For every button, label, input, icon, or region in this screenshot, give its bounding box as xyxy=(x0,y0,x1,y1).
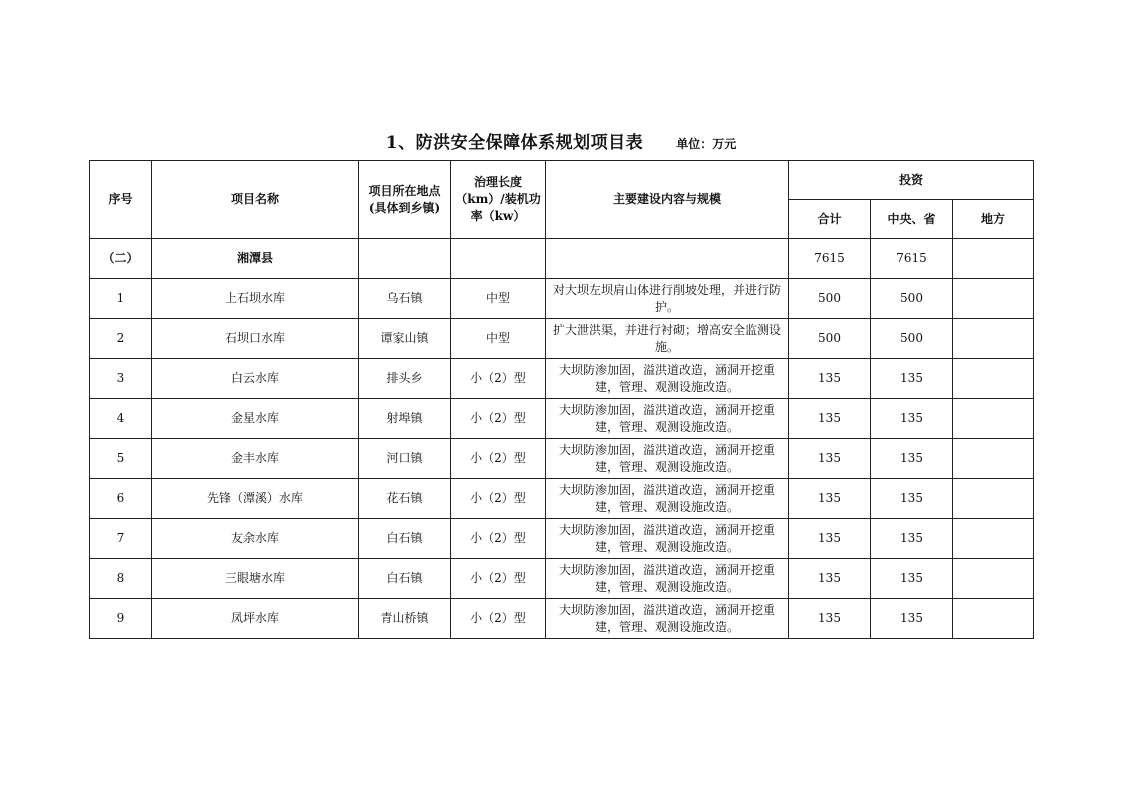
cell-total: 135 xyxy=(789,519,871,559)
table-row xyxy=(90,279,1034,319)
cell-location: 乌石镇 xyxy=(359,279,451,319)
cell-central: 135 xyxy=(871,519,953,559)
group-central: 7615 xyxy=(871,239,953,279)
cell-content: 大坝防渗加固，溢洪道改造，涵洞开挖重建，管理、观测设施改造。 xyxy=(546,479,789,519)
cell-seq: 3 xyxy=(90,359,152,399)
cell-seq: 6 xyxy=(90,479,152,519)
cell-central: 135 xyxy=(871,479,953,519)
cell-scale: 小（2）型 xyxy=(451,359,546,399)
table-row xyxy=(90,439,1034,479)
cell-seq: 9 xyxy=(90,599,152,639)
cell-scale: 中型 xyxy=(451,279,546,319)
cell-scale: 小（2）型 xyxy=(451,399,546,439)
cell-local xyxy=(953,439,1034,479)
group-local xyxy=(953,239,1034,279)
cell-scale: 中型 xyxy=(451,319,546,359)
cell-total: 135 xyxy=(789,399,871,439)
cell-location: 谭家山镇 xyxy=(359,319,451,359)
cell-location: 排头乡 xyxy=(359,359,451,399)
cell-content: 大坝防渗加固，溢洪道改造，涵洞开挖重建，管理、观测设施改造。 xyxy=(546,359,789,399)
cell-content: 大坝防渗加固，溢洪道改造，涵洞开挖重建，管理、观测设施改造。 xyxy=(546,399,789,439)
cell-local xyxy=(953,279,1034,319)
cell-central: 135 xyxy=(871,599,953,639)
group-seq: （二） xyxy=(90,239,152,279)
cell-total: 135 xyxy=(789,359,871,399)
cell-location: 青山桥镇 xyxy=(359,599,451,639)
cell-content: 扩大泄洪渠，并进行衬砌；增高安全监测设施。 xyxy=(546,319,789,359)
cell-total: 135 xyxy=(789,439,871,479)
table-row xyxy=(90,319,1034,359)
cell-scale: 小（2）型 xyxy=(451,599,546,639)
page-title: 1、防洪安全保障体系规划项目表 xyxy=(385,133,644,153)
cell-local xyxy=(953,519,1034,559)
group-location xyxy=(359,239,451,279)
cell-location: 白石镇 xyxy=(359,519,451,559)
cell-local xyxy=(953,359,1034,399)
cell-central: 500 xyxy=(871,319,953,359)
cell-name: 金星水库 xyxy=(152,399,359,439)
table-row xyxy=(90,519,1034,559)
group-content xyxy=(546,239,789,279)
cell-central: 135 xyxy=(871,399,953,439)
cell-location: 河口镇 xyxy=(359,439,451,479)
col-seq: 序号 xyxy=(90,161,152,239)
cell-content: 对大坝左坝肩山体进行削坡处理，并进行防护。 xyxy=(546,279,789,319)
cell-central: 135 xyxy=(871,359,953,399)
header-row-1 xyxy=(90,161,1034,200)
cell-local xyxy=(953,399,1034,439)
col-name: 项目名称 xyxy=(152,161,359,239)
project-table xyxy=(89,160,1034,639)
cell-scale: 小（2）型 xyxy=(451,479,546,519)
group-total: 7615 xyxy=(789,239,871,279)
col-central: 中央、省 xyxy=(871,200,953,239)
cell-total: 135 xyxy=(789,599,871,639)
cell-seq: 1 xyxy=(90,279,152,319)
cell-name: 金丰水库 xyxy=(152,439,359,479)
cell-central: 135 xyxy=(871,559,953,599)
cell-local xyxy=(953,479,1034,519)
cell-name: 先锋（潭溪）水库 xyxy=(152,479,359,519)
col-total: 合计 xyxy=(789,200,871,239)
cell-seq: 7 xyxy=(90,519,152,559)
table-row xyxy=(90,399,1034,439)
cell-location: 射埠镇 xyxy=(359,399,451,439)
cell-local xyxy=(953,319,1034,359)
col-content: 主要建设内容与规模 xyxy=(546,161,789,239)
cell-scale: 小（2）型 xyxy=(451,559,546,599)
cell-content: 大坝防渗加固，溢洪道改造，涵洞开挖重建，管理、观测设施改造。 xyxy=(546,519,789,559)
unit-label: 单位：万元 xyxy=(676,137,737,151)
cell-seq: 5 xyxy=(90,439,152,479)
cell-total: 500 xyxy=(789,279,871,319)
cell-scale: 小（2）型 xyxy=(451,519,546,559)
cell-central: 135 xyxy=(871,439,953,479)
cell-total: 135 xyxy=(789,559,871,599)
title-row xyxy=(0,128,1122,153)
col-local: 地方 xyxy=(953,200,1034,239)
cell-content: 大坝防渗加固，溢洪道改造，涵洞开挖重建，管理、观测设施改造。 xyxy=(546,439,789,479)
cell-name: 友余水库 xyxy=(152,519,359,559)
table-row xyxy=(90,359,1034,399)
table-row xyxy=(90,599,1034,639)
group-length xyxy=(451,239,546,279)
col-investment: 投资 xyxy=(789,161,1034,200)
cell-total: 500 xyxy=(789,319,871,359)
group-name: 湘潭县 xyxy=(152,239,359,279)
cell-name: 三眼塘水库 xyxy=(152,559,359,599)
cell-name: 白云水库 xyxy=(152,359,359,399)
cell-seq: 8 xyxy=(90,559,152,599)
cell-seq: 2 xyxy=(90,319,152,359)
col-length: 治理长度（km）/装机功率（kw） xyxy=(451,161,546,239)
table-row xyxy=(90,479,1034,519)
col-location: 项目所在地点(具体到乡镇) xyxy=(359,161,451,239)
cell-content: 大坝防渗加固，溢洪道改造，涵洞开挖重建，管理、观测设施改造。 xyxy=(546,559,789,599)
cell-total: 135 xyxy=(789,479,871,519)
cell-name: 上石坝水库 xyxy=(152,279,359,319)
cell-local xyxy=(953,559,1034,599)
group-row xyxy=(90,239,1034,279)
cell-central: 500 xyxy=(871,279,953,319)
cell-name: 石坝口水库 xyxy=(152,319,359,359)
cell-name: 凤坪水库 xyxy=(152,599,359,639)
cell-content: 大坝防渗加固，溢洪道改造，涵洞开挖重建，管理、观测设施改造。 xyxy=(546,599,789,639)
cell-local xyxy=(953,599,1034,639)
cell-scale: 小（2）型 xyxy=(451,439,546,479)
table-row xyxy=(90,559,1034,599)
cell-seq: 4 xyxy=(90,399,152,439)
cell-location: 白石镇 xyxy=(359,559,451,599)
cell-location: 花石镇 xyxy=(359,479,451,519)
